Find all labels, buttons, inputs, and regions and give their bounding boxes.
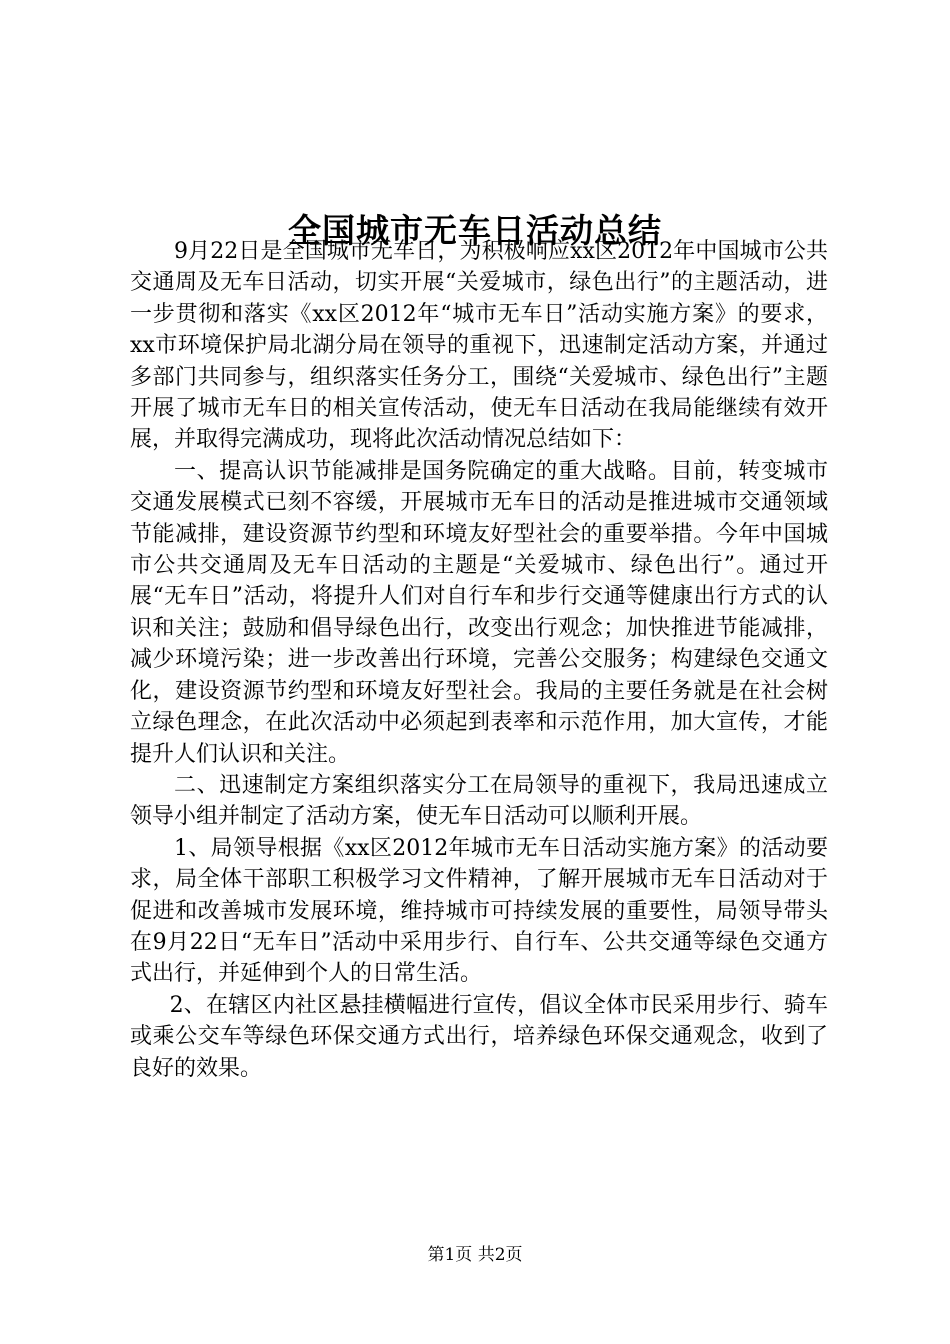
paragraph-item-2: 2、在辖区内社区悬挂横幅进行宣传，倡议全体市民采用步行、骑车或乘公交车等绿色环保交通方式出行，培养绿色环保交通观念，收到了良好的效果。: [130, 992, 828, 1081]
paragraph-intro: 9月22日是全国城市无车日，为积极响应xx区2012年中国城市公共交通周及无车日活动，切实开展“关爱城市，绿色出行”的主题活动，进一步贯彻和落实《xx区2012年“城市无车日”活动实施方案》的要求，xx市环境保护局北湖分局在领导的重视下，迅速制定活动方案，并通过多部门共同参与，组织落实任务分工，围绕“关爱城市、绿色出行”主题开展了城市无车日的相关宣传活动，使无车日活动在我局能继续有效开展，并取得完满成功，现将此次活动情况总结如下：: [130, 239, 828, 453]
page-number-footer: 第1页 共2页: [427, 1245, 523, 1265]
document-body: [130, 236, 828, 1084]
paragraph-section-2: 二、迅速制定方案组织落实分工在局领导的重视下，我局迅速成立领导小组并制定了活动方案，使无车日活动可以顺利开展。: [130, 772, 828, 830]
paragraph-section-1: 一、提高认识节能减排是国务院确定的重大战略。目前，转变城市交通发展模式已刻不容缓，开展城市无车日的活动是推进城市交通领域节能减排，建设资源节约型和环境友好型社会的重要举措。今年中国城市公共交通周及无车日活动的主题是“关爱城市、绿色出行”。通过开展“无车日”活动，将提升人们对自行车和步行交通等健康出行方式的认识和关注；鼓励和倡导绿色出行，改变出行观念；加快推进节能减排，减少环境污染；进一步改善出行环境，完善公交服务；构建绿色交通文化，建设资源节约型和环境友好型社会。我局的主要任务就是在社会树立绿色理念，在此次活动中必须起到表率和示范作用，加大宣传，才能提升人们认识和关注。: [130, 458, 828, 767]
paragraph-item-1: 1、局领导根据《xx区2012年城市无车日活动实施方案》的活动要求，局全体干部职工积极学习文件精神，了解开展城市无车日活动对于促进和改善城市发展环境，维持城市可持续发展的重要性，局领导带头在9月22日“无车日”活动中采用步行、自行车、公共交通等绿色交通方式出行，并延伸到个人的日常生活。: [130, 835, 828, 987]
document-title: 全国城市无车日活动总结: [288, 211, 662, 251]
